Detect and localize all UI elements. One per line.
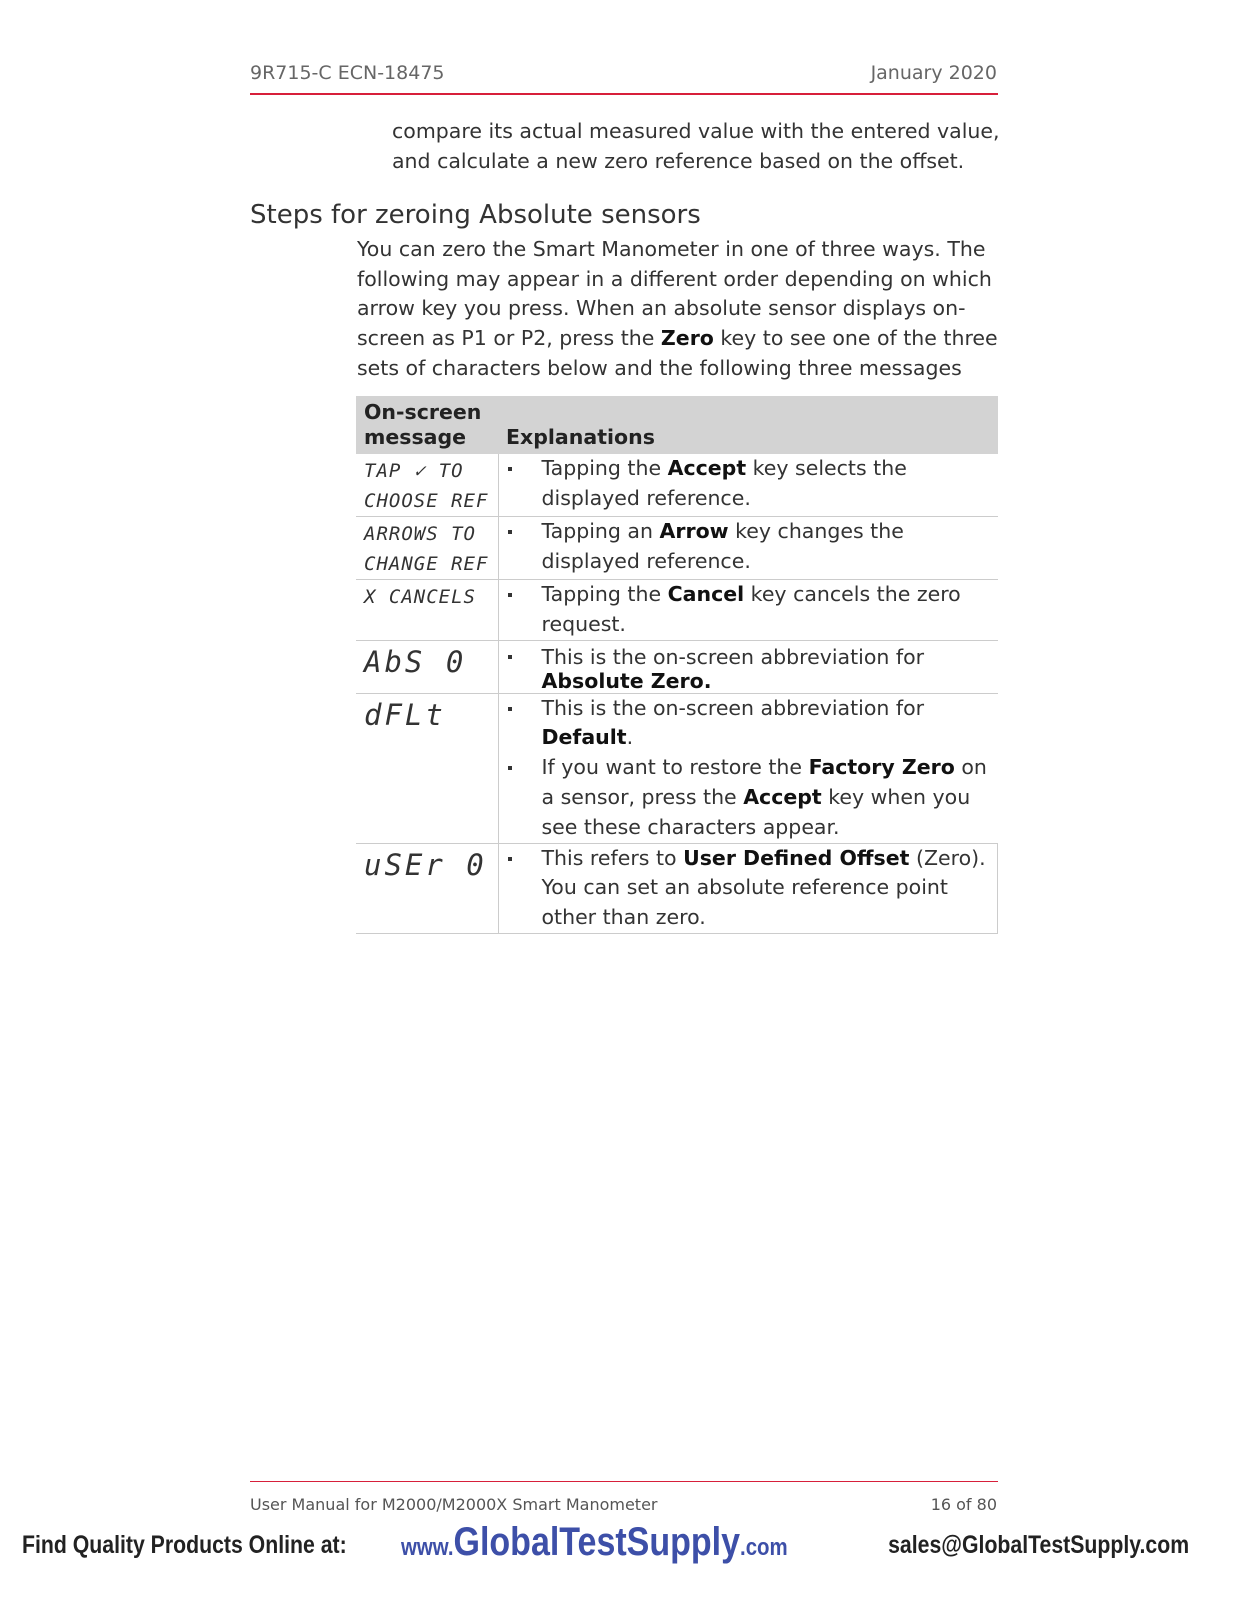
table-row <box>356 580 998 641</box>
table-row <box>356 517 998 580</box>
messages-table <box>356 396 998 934</box>
section-title: Steps for zeroing Absolute sensors <box>250 200 701 230</box>
bullet-item: Tapping the Accept key selects the displayed reference. <box>499 454 992 514</box>
header-doc-id: 9R715-C ECN-18475 <box>250 62 445 84</box>
footer-manual-title: User Manual for M2000/M2000X Smart Manometer <box>250 1495 658 1514</box>
lcd-message: X CANCELS <box>356 580 498 641</box>
header-rule <box>250 93 998 95</box>
table-row <box>356 693 998 843</box>
table-row <box>356 640 998 693</box>
table-header-row <box>356 396 998 454</box>
explanation <box>498 843 998 933</box>
lcd-message: ARROWS TO CHANGE REF <box>356 517 498 580</box>
col-header-explanations: Explanations <box>498 396 998 454</box>
table-row <box>356 454 998 517</box>
bullet-item: This is the on-screen abbreviation for Default. <box>499 694 992 754</box>
section-paragraph: You can zero the Smart Manometer in one of three ways. The following may appear in a different order depending on which arrow key you press. When an absolute sensor displays on-screen as P1 or P2, press the Zero key to see one of the three sets of characters below and the following three messages <box>357 237 998 380</box>
table-row <box>356 843 998 933</box>
promo-banner <box>0 1520 1237 1570</box>
lcd-message: uSEr 0 <box>356 843 498 933</box>
bullet-item: This is the on-screen abbreviation for Absolute Zero. <box>499 641 992 693</box>
intro-text: compare its actual measured value with the entered value, and calculate a new zero reference based on the offset. <box>392 119 1000 173</box>
lcd-message: dFLt <box>356 693 498 843</box>
explanation <box>498 580 998 641</box>
explanation <box>498 517 998 580</box>
footer-rule <box>250 1481 998 1482</box>
col-header-onscreen: On-screen message <box>356 396 498 454</box>
promo-website-link[interactable]: www.GlobalTestSupply.com <box>401 1520 788 1564</box>
header-date: January 2020 <box>870 62 997 84</box>
lcd-message: TAP ✓ TO CHOOSE REF <box>356 454 498 517</box>
promo-email-link[interactable]: sales@GlobalTestSupply.com <box>888 1531 1189 1559</box>
explanation <box>498 640 998 693</box>
explanation <box>498 693 998 843</box>
promo-tagline: Find Quality Products Online at: <box>22 1531 347 1559</box>
bullet-item: Tapping an Arrow key changes the displayed reference. <box>499 517 992 577</box>
footer-page-number: 16 of 80 <box>930 1495 997 1514</box>
bullet-item: This refers to User Defined Offset (Zero). You can set an absolute reference point other than zero. <box>499 844 992 933</box>
bullet-item: Tapping the Cancel key cancels the zero request. <box>499 580 992 640</box>
explanation <box>498 454 998 517</box>
bullet-item: If you want to restore the Factory Zero on a sensor, press the Accept key when you see these characters appear. <box>499 753 992 842</box>
lcd-message: AbS 0 <box>356 640 498 693</box>
